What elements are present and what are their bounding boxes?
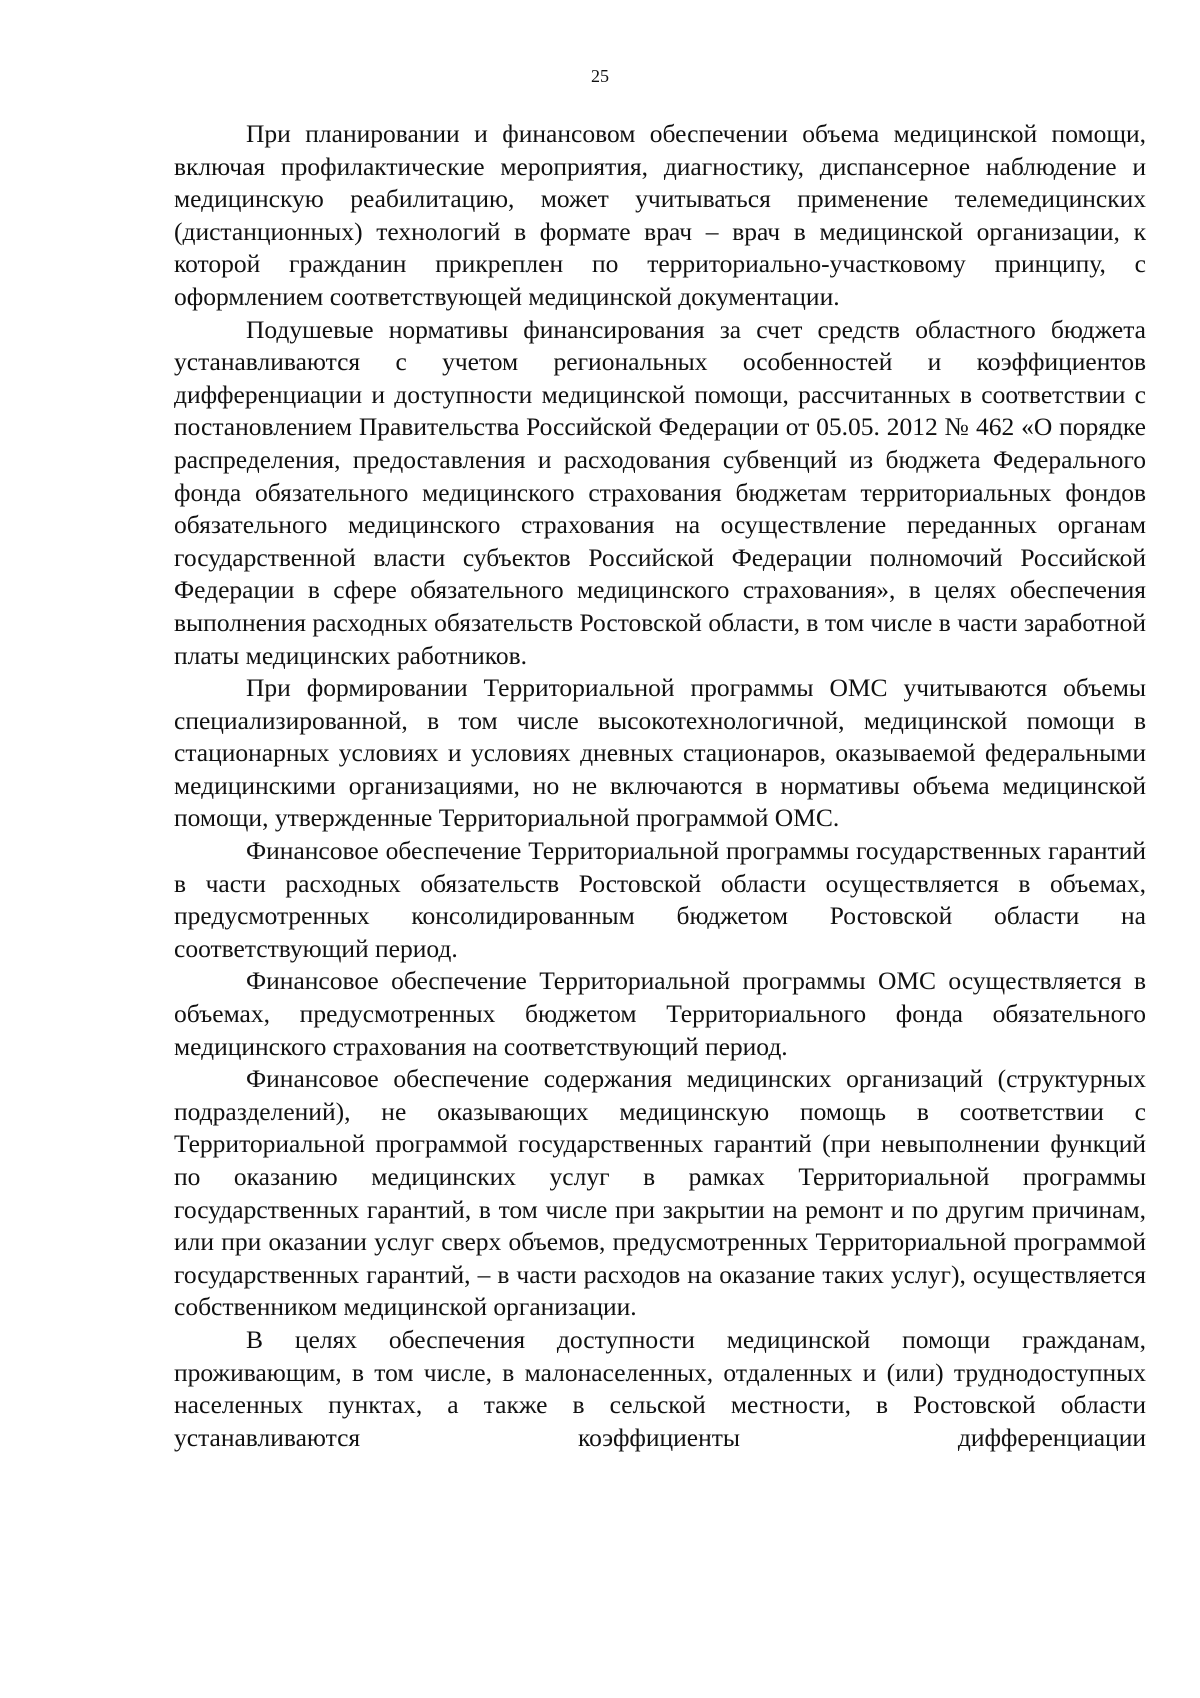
paragraph-organization-maintenance: Финансовое обеспечение содержания медицинских организаций (структурных подразделений), не оказывающих медицинскую помощь в соответствии с Территориальной программой государственных гарантий (при невыполнении функций по оказанию медицинских услуг в рамках Территориальной программы государственных гарантий, в том числе при закрытии на ремонт и по другим причинам, или при оказании услуг сверх объемов, предусмотренных Территориальной программой государственных гарантий, – в части расходов на оказание таких услуг), осуществляется собственником медицинской организации.	[174, 1064, 1146, 1322]
document-body	[174, 118, 1146, 1454]
paragraph-telemedicine: При планировании и финансовом обеспечении объема медицинской помощи, включая профилактические мероприятия, диагностику, диспансерное наблюдение и медицинскую реабилитацию, может учитываться применение телемедицинских (дистанционных) технологий в формате врач – врач в медицинской организации, к которой гражданин прикреплен по территориально-участковому принципу, с оформлением соответствующей медицинской документации.	[174, 119, 1146, 311]
paragraph-oms-volumes: При формировании Территориальной программы ОМС учитываются объемы специализированной, в том числе высокотехнологичной, медицинской помощи в стационарных условиях и условиях дневных стационаров, оказываемой федеральными медицинскими организациями, но не включаются в нормативы объема медицинской помощи, утвержденные Территориальной программой ОМС.	[174, 673, 1146, 833]
paragraph-per-capita-norms: Подушевые нормативы финансирования за счет средств областного бюджета устанавливаются с учетом региональных особенностей и коэффициентов дифференциации и доступности медицинской помощи, рассчитанных в соответствии с постановлением Правительства Российской Федерации от 05.05. 2012 № 462 «О порядке распределения, предоставления и расходования субвенций из бюджета Федерального фонда обязательного медицинского страхования бюджетам территориальных фондов обязательного медицинского страхования на осуществление переданных органам государственной власти субъектов Российской Федерации полномочий Российской Федерации в сфере обязательного медицинского страхования», в целях обеспечения выполнения расходных обязательств Ростовской области, в том числе в части заработной платы медицинских работников.	[174, 314, 1146, 670]
paragraph-oms-funding: Финансовое обеспечение Территориальной программы ОМС осуществляется в объемах, предусмотренных бюджетом Территориального фонда обязательного медицинского страхования на соответствующий период.	[174, 966, 1146, 1061]
paragraph-differentiation-coefficients: В целях обеспечения доступности медицинской помощи гражданам, проживающим, в том числе, в малонаселенных, отдаленных и (или) труднодоступных населенных пунктах, а также в сельской местности, в Ростовской области устанавливаются коэффициенты дифференциации	[174, 1324, 1146, 1452]
page-number: 25	[591, 66, 609, 86]
paragraph-state-guarantees-funding: Финансовое обеспечение Территориальной программы государственных гарантий в части расходных обязательств Ростовской области осуществляется в объемах, предусмотренных консолидированным бюджетом Ростовской области на соответствующий период.	[174, 836, 1146, 963]
